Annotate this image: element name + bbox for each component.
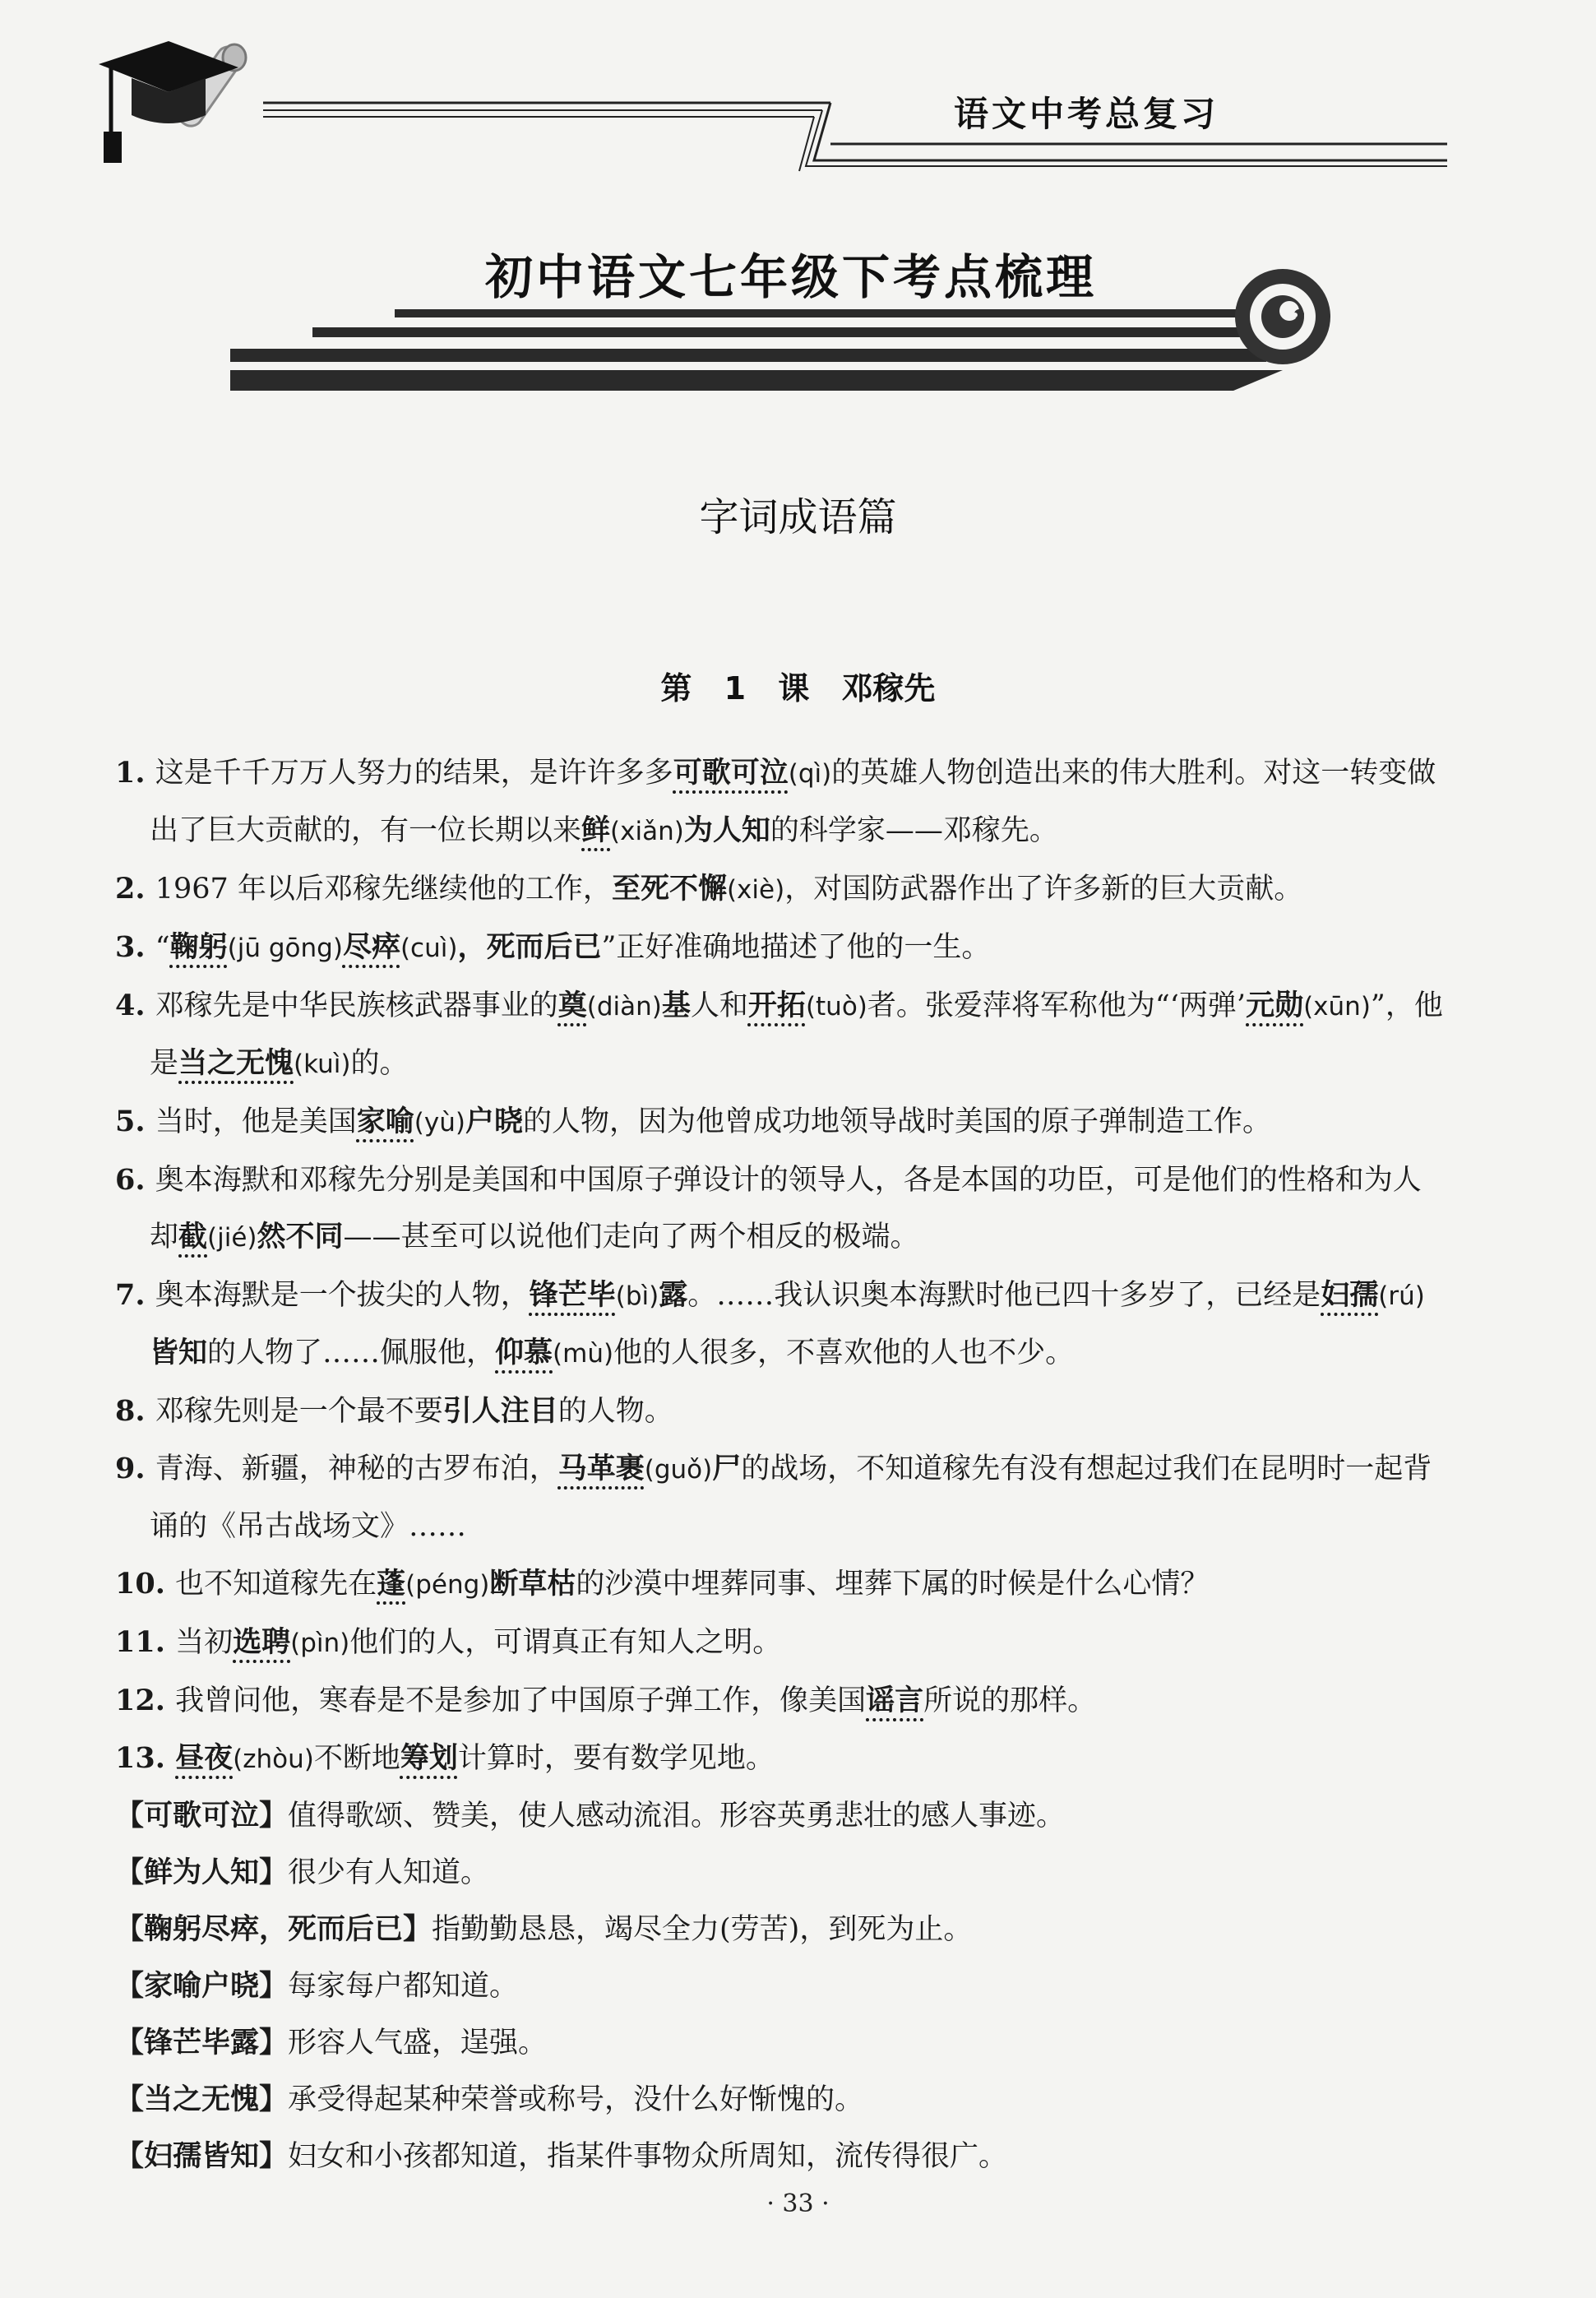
item-number: 8. [115, 1394, 155, 1428]
key-word: 筹划 [400, 1742, 458, 1775]
item-number: 4. [115, 989, 155, 1022]
sentence-item [115, 1267, 1447, 1383]
header-title: 语文中考总复习 [954, 94, 1219, 134]
sentence-text: 也不知道稼先在 [175, 1568, 377, 1601]
sentence-text: 计算时，要有数学见地。 [457, 1742, 775, 1775]
idiom-entry [115, 2015, 1447, 2072]
pinyin: (kuì) [294, 1049, 351, 1079]
key-word: 引人注目 [442, 1395, 558, 1428]
key-word: 妇孺 [1321, 1279, 1379, 1312]
pinyin: (rú) [1378, 1281, 1425, 1311]
sentence-item [115, 1151, 1447, 1267]
idiom-definition: 很少有人知道。 [288, 1856, 490, 1889]
sentence-item [115, 919, 1447, 977]
key-word: 截 [178, 1221, 208, 1253]
idiom-term: 【鲜为人知】 [115, 1856, 289, 1889]
idiom-definition: 承受得起某种荣誉或称号，没什么好惭愧的。 [288, 2083, 864, 2116]
content [115, 744, 1447, 2185]
idiom-term: 【妇孺皆知】 [115, 2140, 289, 2173]
pinyin: (qì) [788, 759, 832, 789]
item-number: 6. [115, 1163, 155, 1197]
idiom-entry [115, 1958, 1447, 2015]
sentence-text: 这是千千万万人努力的结果，是许许多多 [155, 757, 673, 790]
idiom-entry [115, 2129, 1447, 2185]
sentence-text: 邓稼先是中华民族核武器事业的 [155, 989, 558, 1022]
idiom-term: 【当之无愧】 [115, 2083, 289, 2116]
sentence-text: 1967 年以后邓稼先继续他的工作， [155, 873, 612, 906]
key-word: 断草枯 [489, 1568, 576, 1601]
sentence-text: ——甚至可以说他们走向了两个相反的极端。 [343, 1221, 919, 1253]
item-number: 3. [115, 930, 155, 964]
idiom-term: 【可歌可泣】 [115, 1800, 289, 1832]
sentence-item [115, 1730, 1447, 1788]
banner-stripes [230, 309, 1283, 391]
sentence-text: ”正好准确地描述了他的一生。 [601, 931, 991, 964]
idiom-definition: 每家每户都知道。 [288, 1970, 519, 2003]
sentence-text: 的人物，因为他曾成功地领导战时美国的原子弹制造工作。 [522, 1105, 1271, 1138]
idiom-term: 【鞠躬尽瘁，死而后已】 [115, 1913, 433, 1946]
sentence-text: 奥本海默和邓稼先分别是美国和中国原子弹设计的领导人，各是本国的功臣，可是他们的性格和为人却 [150, 1164, 1422, 1253]
sentence-item [115, 977, 1447, 1093]
key-word: 蓬 [377, 1568, 406, 1601]
key-word: 基 [661, 989, 691, 1022]
sentence-list [115, 744, 1447, 1788]
key-word: 谣言 [866, 1684, 924, 1717]
sentence-text: 青海、新疆，神秘的古罗布泊， [155, 1452, 558, 1485]
idiom-entry [115, 1902, 1447, 1958]
key-word: 为人知 [683, 814, 770, 847]
idiom-definition: 妇女和小孩都知道，指某件事物众所周知，流传得很广。 [288, 2140, 1008, 2173]
item-number: 1. [115, 756, 155, 790]
key-word: 户晓 [465, 1105, 523, 1138]
key-word: 家喻 [356, 1105, 414, 1138]
item-number: 5. [115, 1105, 155, 1138]
sentence-text: 我曾问他，寒春是不是参加了中国原子弹工作，像美国 [175, 1684, 867, 1717]
key-word: 鲜 [581, 814, 611, 847]
pinyin: (bì) [615, 1281, 659, 1311]
idiom-entry [115, 2072, 1447, 2129]
idiom-term: 【家喻户晓】 [115, 1970, 289, 2003]
item-number: 9. [115, 1452, 155, 1485]
sentence-text: 奥本海默是一个拔尖的人物， [155, 1279, 530, 1312]
idiom-definition: 值得歌颂、赞美，使人感动流泪。形容英勇悲壮的感人事迹。 [288, 1800, 1066, 1832]
pinyin: (guǒ) [644, 1455, 713, 1485]
pinyin: (xiè) [726, 875, 785, 905]
idiom-entry [115, 1788, 1447, 1845]
item-number: 13. [115, 1741, 176, 1775]
key-word: 昼夜 [175, 1742, 234, 1775]
item-number: 10. [115, 1567, 176, 1601]
sentence-text: 者。张爱萍将军称他为“‘两弹’ [867, 989, 1247, 1022]
item-number: 7. [115, 1278, 155, 1312]
sentence-text: 的人物了……佩服他， [207, 1337, 496, 1369]
header-decoration [0, 0, 1596, 181]
key-word: 马革裹 [557, 1452, 645, 1485]
key-word: 皆知 [150, 1337, 208, 1369]
page-header [0, 0, 1596, 181]
key-word: 选聘 [233, 1626, 291, 1659]
pinyin: (mù) [553, 1339, 614, 1369]
key-word: ，死而后已 [457, 931, 602, 964]
key-word: 锋芒毕 [529, 1279, 616, 1312]
pinyin: (cuì) [400, 934, 458, 963]
sentence-item [115, 1672, 1447, 1730]
pinyin: (péng) [405, 1570, 490, 1600]
item-number: 12. [115, 1684, 176, 1717]
idiom-entry [115, 1845, 1447, 1902]
key-word: 奠 [557, 989, 587, 1022]
key-word: 可歌可泣 [673, 757, 789, 790]
pinyin: (xūn) [1303, 992, 1371, 1022]
key-word: 尸 [712, 1452, 742, 1485]
idiom-definitions [115, 1788, 1447, 2185]
key-word: 仰慕 [495, 1337, 553, 1369]
sentence-text: 他们的人，可谓真正有知人之明。 [349, 1626, 782, 1659]
sentence-text: 的科学家——邓稼先。 [770, 814, 1058, 847]
pinyin: (yù) [414, 1108, 465, 1137]
idiom-term: 【锋芒毕露】 [115, 2027, 289, 2059]
sentence-text: 当初 [175, 1626, 234, 1659]
key-word: 开拓 [747, 989, 806, 1022]
sentence-text: 不断地 [313, 1742, 400, 1775]
sentence-item [115, 1440, 1447, 1555]
sentence-item [115, 1093, 1447, 1151]
section-title: 字词成语篇 [699, 494, 897, 540]
sentence-item [115, 1555, 1447, 1614]
header-lines [263, 103, 1447, 171]
key-word: 尽瘁 [342, 931, 400, 964]
sentence-text: 的人物。 [557, 1395, 673, 1428]
idiom-definition: 指勤勤恳恳，竭尽全力(劳苦)，到死为止。 [432, 1913, 973, 1946]
pinyin: (jū gōng) [227, 934, 343, 963]
sentence-item [115, 1383, 1447, 1440]
sentence-text: 当时，他是美国 [155, 1105, 357, 1138]
sentence-text: 所说的那样。 [923, 1684, 1097, 1717]
sentence-text: 他的人很多，不喜欢他的人也不少。 [613, 1337, 1075, 1369]
key-word: 元勋 [1246, 989, 1304, 1022]
pinyin: (diàn) [586, 992, 662, 1022]
key-word: 然不同 [257, 1221, 344, 1253]
item-number: 11. [115, 1625, 176, 1659]
banner-title: 初中语文七年级下考点梳理 [485, 249, 1098, 305]
sentence-text: 的战场，不知道稼先有没有想起过我们在昆明时一起背诵的《吊古战场文》…… [150, 1452, 1432, 1543]
page-number: · 33 · [766, 2189, 830, 2218]
key-word: 露 [659, 1279, 688, 1312]
key-word: 当之无愧 [178, 1047, 294, 1080]
sentence-text: ”，他是 [150, 989, 1443, 1080]
sentence-text: 的。 [350, 1047, 409, 1080]
key-word: 鞠躬 [169, 931, 228, 964]
sentence-text: 。……我认识奥本海默时他已四十多岁了，已经是 [687, 1279, 1321, 1312]
pinyin: (tuò) [805, 992, 867, 1022]
sentence-item [115, 1614, 1447, 1672]
sentence-text: ，对国防武器作出了许多新的巨大贡献。 [784, 873, 1303, 906]
scroll-icon [1235, 269, 1330, 364]
sentence-text: 邓稼先则是一个最不要 [155, 1395, 443, 1428]
pinyin: (xiǎn) [610, 817, 684, 846]
lesson-title: 第 1 课 邓稼先 [660, 670, 936, 707]
pinyin: (jié) [207, 1223, 257, 1253]
pinyin: (pìn) [290, 1629, 350, 1658]
sentence-text: 人和 [690, 989, 748, 1022]
idiom-definition: 形容人气盛，逞强。 [288, 2027, 548, 2059]
pinyin: (zhòu) [233, 1744, 314, 1774]
sentence-text: 的英雄人物创造出来的伟大胜利。对这一转变做出了巨大贡献的，有一位长期以来 [150, 757, 1436, 847]
sentence-text: “ [155, 931, 170, 964]
key-word: 至死不懈 [611, 873, 727, 906]
sentence-item [115, 860, 1447, 919]
sentence-text: 的沙漠中埋葬同事、埋葬下属的时候是什么心情？ [576, 1568, 1210, 1601]
sentence-item [115, 744, 1447, 860]
item-number: 2. [115, 872, 155, 906]
